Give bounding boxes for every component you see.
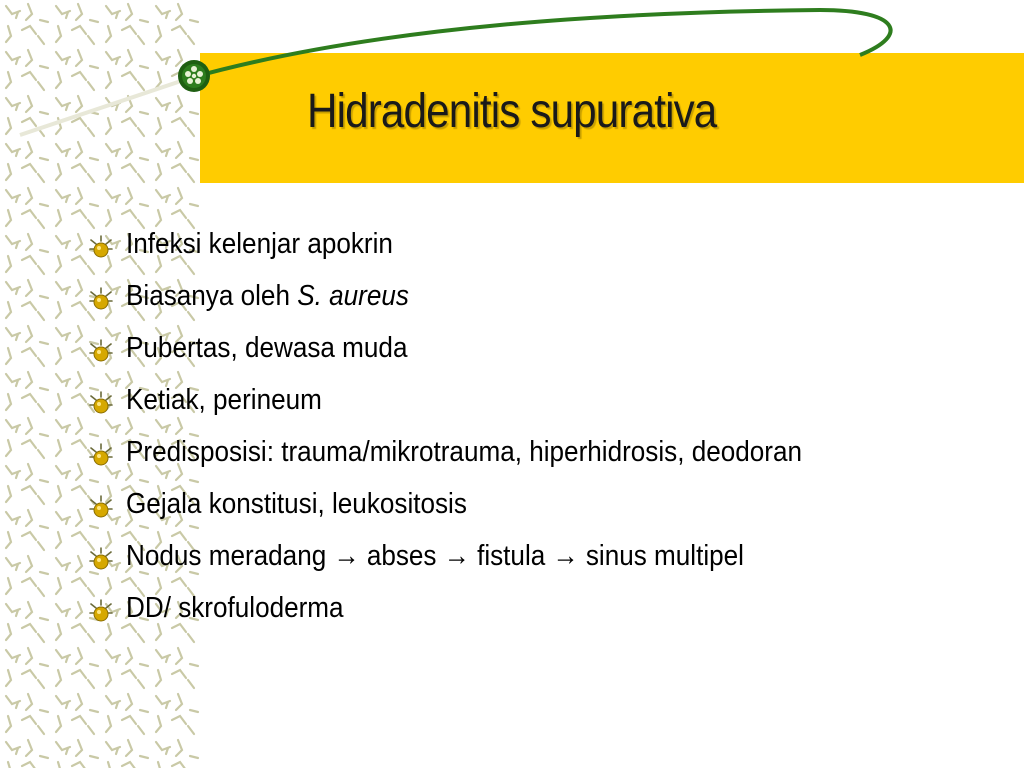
- bullet-text: [126, 332, 873, 365]
- bullet-text: [126, 228, 873, 261]
- bullet-text-part: Predisposisi: trauma/mikrotrauma, hiperhidrosis, deodoran: [126, 436, 803, 468]
- bullet-item: [88, 228, 988, 261]
- starburst-bullet-icon: [88, 598, 114, 624]
- bullet-item: [88, 280, 988, 313]
- bullet-text-italic: S. aureus: [297, 280, 409, 312]
- bullet-text-part: Pubertas, dewasa muda: [126, 332, 408, 364]
- bullet-text-part: Nodus meradang → abses → fistula → sinus multipel: [126, 540, 744, 572]
- starburst-bullet-icon: [88, 546, 114, 572]
- bullet-text-part: Biasanya oleh: [126, 280, 298, 312]
- bullet-text-part: Ketiak, perineum: [126, 384, 322, 416]
- bullet-text: [126, 280, 873, 313]
- bullet-text: [126, 488, 873, 521]
- bullet-text-part: DD/ skrofuloderma: [126, 592, 344, 624]
- green-orb-icon: [176, 58, 212, 94]
- slide-title: Hidradenitis supurativa: [307, 85, 717, 138]
- bullet-list: [88, 228, 988, 644]
- starburst-bullet-icon: [88, 286, 114, 312]
- bullet-text: [126, 384, 873, 417]
- starburst-bullet-icon: [88, 390, 114, 416]
- starburst-bullet-icon: [88, 234, 114, 260]
- bullet-text: [126, 540, 873, 573]
- bullet-item: [88, 488, 988, 521]
- bullet-item: [88, 436, 988, 469]
- bullet-item: [88, 384, 988, 417]
- bullet-item: [88, 332, 988, 365]
- bullet-text-part: Gejala konstitusi, leukositosis: [126, 488, 467, 520]
- bullet-text: [126, 592, 873, 625]
- bullet-text-part: Infeksi kelenjar apokrin: [126, 228, 393, 260]
- bullet-item: [88, 540, 988, 573]
- starburst-bullet-icon: [88, 442, 114, 468]
- starburst-bullet-icon: [88, 338, 114, 364]
- bullet-text: [126, 436, 873, 469]
- bullet-item: [88, 592, 988, 625]
- starburst-bullet-icon: [88, 494, 114, 520]
